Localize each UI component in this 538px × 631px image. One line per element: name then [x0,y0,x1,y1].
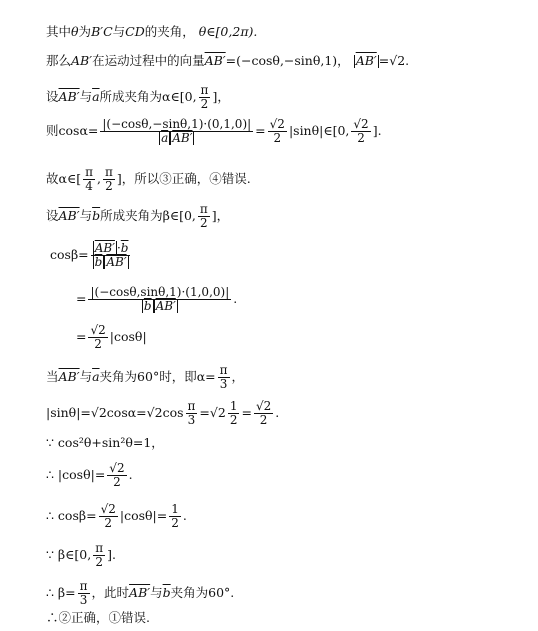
line-9 [76,324,147,351]
t: |cosθ| [109,329,147,345]
t: |sinθ|=√2cosα=√2cos [46,405,184,421]
t: CD [125,24,145,39]
vector-ab: AB′ [58,89,80,105]
t: . [233,291,238,307]
line-16 [46,580,234,607]
t: B′C [91,24,113,39]
vector-ab: AB′ [355,53,377,68]
t: 故α∈[ [46,171,82,187]
line-17 [46,612,150,625]
fraction: $\frac{|(-\cos\theta,-\sin\theta,1)\cdot(0,1,0)|}{\overline{a} AB'}$ [102,117,252,146]
line-4 [46,118,382,145]
line-5 [46,166,251,193]
t: ∴ β= [46,585,76,601]
t: = [76,291,87,307]
fraction: $\frac{\pi}{3}$ [79,579,88,608]
t: cosβ= [50,247,89,263]
fraction: $\frac{√2}{2}$ [353,117,369,146]
vector-ab: AB′ [204,53,226,68]
t: 那么 [46,53,72,68]
t: ∴ |cosθ|= [46,467,106,483]
t: ∵ β∈[0, [46,547,92,563]
t: =(−cosθ,−sinθ,1)， [225,53,350,68]
fraction: $\frac{1}{2}$ [229,399,238,428]
fraction: $\frac{\pi}{2}$ [200,83,209,112]
t: , [96,171,101,187]
t: ， [231,369,245,385]
line-12 [46,437,164,450]
t: 与 [79,208,93,224]
vector-b: $\overline{b}$ [92,208,101,224]
fraction: $\frac{|(-\cos\theta,\sin\theta,1)\cdot(1,0,0)|}{\overline{b} AB'}$ [90,285,230,314]
t: . [182,508,187,524]
t: ∴ cosβ= [46,508,97,524]
fraction: $\frac{√2}{2}$ [90,323,106,352]
t: |sinθ|∈[0, [288,123,350,139]
line-8 [76,286,237,313]
fraction: $\frac{√2}{2}$ [109,461,125,490]
t: ]. [107,547,116,563]
line-2 [46,55,409,68]
fraction: $\frac{\pi}{2}$ [104,165,113,194]
t: = [76,329,87,345]
line-13 [46,462,133,489]
fraction: $\frac{√2}{2}$ [255,399,272,428]
t: =√2. [378,53,410,68]
fraction: $\frac{1}{2}$ [171,502,179,531]
line-7 [50,242,133,269]
t: AB′ [71,53,93,68]
fraction: $\frac{√2}{2}$ [100,502,116,531]
t: = [255,123,266,139]
vector-a: $\overline{a}$ [92,369,100,385]
t: 与 [79,89,93,105]
t: ]，所以③正确，④错误. [116,171,251,187]
line-1 [46,26,257,39]
t: =√2 [199,405,226,421]
t: 夹角为60°时，即α= [99,369,216,385]
t: = [241,405,252,421]
t: 所成夹角为α∈[0, [99,89,197,105]
fraction: $\frac{\pi}{2}$ [95,541,104,570]
t: ，此时 [91,585,130,601]
t: 当 [46,369,59,385]
line-14 [46,503,187,530]
t: 设 [46,89,59,105]
t: ]. [372,123,382,139]
t: θ [71,24,79,39]
t: . [128,467,133,483]
t: 在运动过程中的向量 [92,53,205,68]
t: 为 [78,24,92,39]
vector-a: $\overline{a}$ [92,89,100,105]
fraction: $\frac{\pi}{4}$ [85,165,93,194]
vector-b: $\overline{b}$ [162,585,171,601]
vector-ab: AB′ [58,208,80,224]
t: 设 [46,208,59,224]
fraction: $\frac{\pi}{3}$ [219,363,228,392]
line-11 [46,400,279,427]
t: θ∈[0,2π). [198,24,258,39]
fraction: $\frac{\pi}{2}$ [199,202,208,231]
line-10 [46,364,244,391]
t: ]， [211,208,230,224]
t: 其中 [46,24,72,39]
t: 与 [150,585,163,601]
t: 与 [112,24,126,39]
line-6 [46,203,229,230]
t: ∵ cos²θ+sin²θ=1， [46,435,164,450]
line-15 [46,542,116,569]
fraction: $\frac{AB' \cdot\overline{b}}{\overline{b} AB'}$ [91,242,131,269]
t: 的夹角， [144,24,195,39]
t: . [275,405,280,421]
fraction: $\frac{√2}{2}$ [269,117,285,146]
t: 夹角为60°. [170,585,235,601]
vector-ab: AB′ [129,585,151,601]
fraction: $\frac{\pi}{3}$ [187,399,196,428]
t: |cosθ|= [119,508,168,524]
t: ]， [212,89,230,105]
line-3 [46,84,230,111]
t: ∴②正确，①错误. [46,610,150,625]
t: 则cosα= [46,123,99,139]
t: 所成夹角为β∈[0, [100,208,196,224]
vector-ab: AB′ [58,369,80,385]
t: 与 [79,369,93,385]
